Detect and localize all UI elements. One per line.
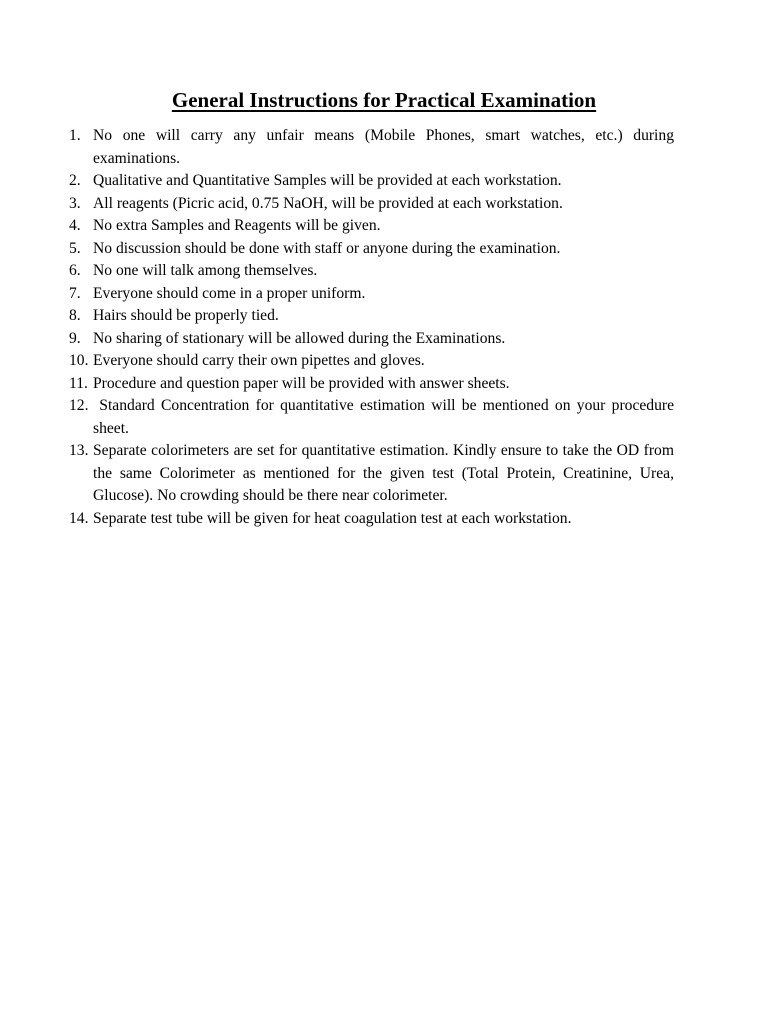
instruction-item-2 xyxy=(69,170,674,193)
item-number: 1. xyxy=(69,127,81,144)
item-text: Qualitative and Quantitative Samples will be provided at each workstation. xyxy=(93,172,562,189)
instruction-item-8 xyxy=(69,305,674,328)
item-text: Standard Concentration for quantitative estimation will be mentioned on your procedure sheet. xyxy=(93,397,678,437)
item-number: 5. xyxy=(69,239,81,257)
item-number: 2. xyxy=(69,172,81,189)
item-text: No one will talk among themselves. xyxy=(93,262,318,279)
item-number: 11. xyxy=(69,374,88,392)
item-text: Separate test tube will be given for heat coagulation test at each workstation. xyxy=(93,509,572,527)
item-number: 4. xyxy=(69,217,81,234)
instruction-item-14 xyxy=(69,508,674,531)
item-number: 14. xyxy=(69,509,89,527)
instruction-item-3 xyxy=(69,193,674,216)
instruction-item-4 xyxy=(69,215,674,238)
item-text: Procedure and question paper will be provided with answer sheets. xyxy=(93,374,510,392)
item-text: No one will carry any unfair means (Mobile Phones, smart watches, etc.) during examinations. xyxy=(93,127,674,167)
instruction-list xyxy=(69,125,678,530)
item-number: 13. xyxy=(69,442,89,459)
item-number: 7. xyxy=(69,284,81,302)
item-number: 9. xyxy=(69,329,81,347)
instruction-item-10 xyxy=(69,350,674,373)
item-text: Separate colorimeters are set for quantitative estimation. Kindly ensure to take the OD from the same Colorimeter as mentioned for the given test (Total Protein, Creatinine, Urea, Glucose). No crowding should be there near colorimeter. xyxy=(93,442,674,504)
instruction-item-9 xyxy=(69,328,674,351)
item-number: 10. xyxy=(69,352,89,369)
instruction-item-6 xyxy=(69,260,674,283)
instruction-item-12 xyxy=(69,395,678,440)
instruction-item-7 xyxy=(69,283,674,306)
item-text: Hairs should be properly tied. xyxy=(93,307,279,324)
item-text: No extra Samples and Reagents will be given. xyxy=(93,217,381,234)
item-text: No sharing of stationary will be allowed during the Examinations. xyxy=(93,329,506,347)
item-number: 8. xyxy=(69,307,81,324)
item-text: All reagents (Picric acid, 0.75 NaOH, will be provided at each workstation. xyxy=(93,194,563,212)
item-text: Everyone should carry their own pipettes and gloves. xyxy=(93,352,425,369)
instruction-item-11 xyxy=(69,373,674,396)
item-number: 6. xyxy=(69,262,81,279)
instruction-item-13 xyxy=(69,440,674,508)
instruction-item-1 xyxy=(69,125,674,170)
document-title: General Instructions for Practical Examination xyxy=(171,88,597,112)
item-text: No discussion should be done with staff or anyone during the examination. xyxy=(93,239,561,257)
item-number: 3. xyxy=(69,194,81,212)
item-text: Everyone should come in a proper uniform. xyxy=(93,284,366,302)
item-number: 12. xyxy=(69,397,89,414)
instruction-item-5 xyxy=(69,238,674,261)
